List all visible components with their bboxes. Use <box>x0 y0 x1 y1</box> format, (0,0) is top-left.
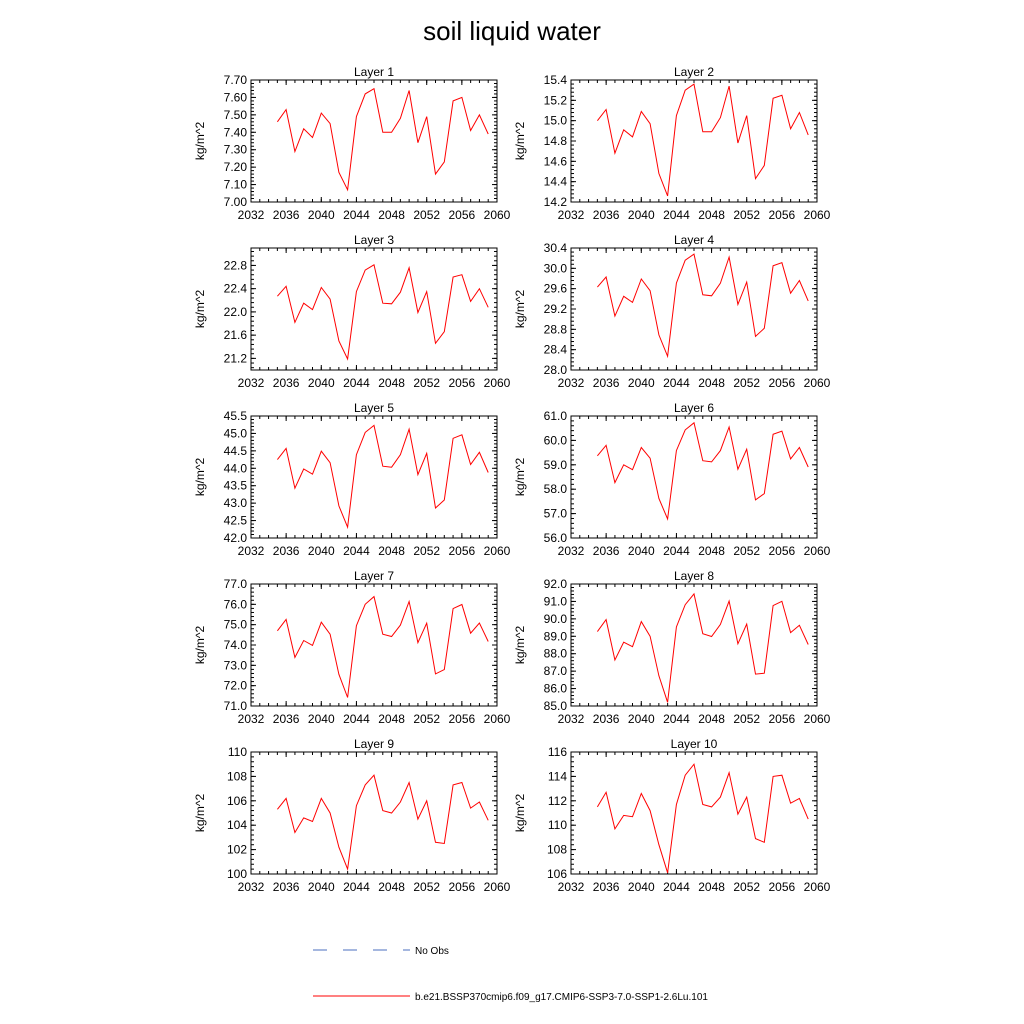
y-tick-label: 28.8 <box>543 322 567 337</box>
x-tick-label: 2040 <box>627 544 655 558</box>
y-tick-label: 86.0 <box>543 681 567 696</box>
panel-layer-3 <box>193 233 511 390</box>
y-tick-label: 7.20 <box>223 160 247 175</box>
x-tick-label: 2052 <box>413 880 441 894</box>
y-tick-label: 61.0 <box>543 409 567 423</box>
x-tick-label: 2060 <box>483 208 511 222</box>
x-tick-label: 2036 <box>592 712 620 726</box>
x-tick-label: 2056 <box>768 880 796 894</box>
y-tick-label: 21.6 <box>223 328 247 343</box>
y-tick-label: 108 <box>546 842 567 857</box>
panel-title: Layer 10 <box>670 737 718 751</box>
x-tick-label: 2048 <box>698 208 725 222</box>
x-tick-label: 2048 <box>378 208 405 222</box>
y-tick-label: 45.0 <box>223 426 247 441</box>
panel-title: Layer 7 <box>353 569 395 583</box>
x-tick-label: 2036 <box>272 712 300 726</box>
x-tick-label: 2052 <box>733 544 761 558</box>
x-tick-label: 2048 <box>698 544 725 558</box>
y-tick-label: 56.0 <box>543 531 567 545</box>
y-axis-label: kg/m^2 <box>193 625 207 665</box>
y-tick-label: 14.2 <box>543 195 567 209</box>
y-tick-label: 85.0 <box>543 699 567 713</box>
x-tick-label: 2032 <box>557 712 585 726</box>
x-tick-label: 2060 <box>803 712 831 726</box>
y-tick-label: 104 <box>226 818 247 833</box>
x-tick-label: 2032 <box>237 208 265 222</box>
y-tick-label: 106 <box>546 867 567 881</box>
panel-layer-8 <box>513 569 831 726</box>
series-line <box>597 764 808 873</box>
panel-title: Layer 6 <box>673 401 715 415</box>
series-line <box>277 425 488 527</box>
series-line <box>277 597 488 698</box>
x-tick-label: 2044 <box>343 544 370 558</box>
x-tick-label: 2040 <box>307 376 335 390</box>
x-tick-label: 2060 <box>483 544 511 558</box>
plot-frame <box>571 80 817 202</box>
y-axis-label: kg/m^2 <box>513 625 527 665</box>
x-tick-label: 2052 <box>413 544 441 558</box>
chart-title: soil liquid water <box>423 16 601 46</box>
y-tick-label: 14.8 <box>543 134 567 148</box>
y-tick-label: 7.40 <box>223 125 247 140</box>
y-tick-label: 43.0 <box>223 496 247 511</box>
y-tick-label: 14.6 <box>543 154 567 169</box>
x-tick-label: 2044 <box>663 208 690 222</box>
x-tick-label: 2032 <box>237 376 265 390</box>
x-tick-label: 2060 <box>803 208 831 222</box>
y-tick-label: 108 <box>226 769 247 784</box>
x-tick-label: 2044 <box>343 712 370 726</box>
y-tick-label: 7.60 <box>223 90 247 105</box>
x-tick-label: 2060 <box>483 376 511 390</box>
y-tick-label: 73.0 <box>223 658 247 673</box>
y-tick-label: 87.0 <box>543 664 567 679</box>
panel-layer-1 <box>193 65 511 222</box>
legend-label-no-obs: No Obs <box>415 946 449 957</box>
x-tick-label: 2032 <box>557 880 585 894</box>
x-tick-label: 2044 <box>663 544 690 558</box>
x-tick-label: 2036 <box>592 544 620 558</box>
y-tick-label: 58.0 <box>543 482 567 497</box>
x-tick-label: 2052 <box>733 208 761 222</box>
x-tick-label: 2032 <box>237 712 265 726</box>
x-tick-label: 2060 <box>803 544 831 558</box>
y-tick-label: 102 <box>226 842 247 857</box>
x-tick-label: 2040 <box>307 544 335 558</box>
x-tick-label: 2044 <box>663 712 690 726</box>
x-tick-label: 2040 <box>307 208 335 222</box>
y-tick-label: 91.0 <box>543 594 567 609</box>
x-tick-label: 2040 <box>627 880 655 894</box>
y-axis-label: kg/m^2 <box>193 457 207 497</box>
panel-title: Layer 2 <box>673 65 715 79</box>
y-tick-label: 22.0 <box>223 304 247 319</box>
series-line <box>597 254 808 356</box>
y-axis-label: kg/m^2 <box>513 289 527 329</box>
x-tick-label: 2052 <box>413 376 441 390</box>
y-tick-label: 22.4 <box>223 281 247 296</box>
panel-layer-4 <box>513 233 831 390</box>
plot-frame <box>251 416 497 538</box>
y-tick-label: 28.4 <box>543 342 567 357</box>
x-tick-label: 2036 <box>272 376 300 390</box>
x-tick-label: 2056 <box>448 376 476 390</box>
x-tick-label: 2060 <box>483 880 511 894</box>
y-tick-label: 60.0 <box>543 433 567 448</box>
panel-layer-6 <box>513 401 831 558</box>
y-axis-label: kg/m^2 <box>193 121 207 161</box>
y-tick-label: 74.0 <box>223 638 247 652</box>
x-tick-label: 2036 <box>272 208 300 222</box>
x-tick-label: 2044 <box>663 880 690 894</box>
plot-frame <box>251 752 497 874</box>
x-tick-label: 2032 <box>557 544 585 558</box>
x-tick-label: 2036 <box>272 880 300 894</box>
panel-title: Layer 4 <box>673 233 715 247</box>
y-axis-label: kg/m^2 <box>513 793 527 833</box>
x-tick-label: 2048 <box>378 712 405 726</box>
plot-frame <box>571 248 817 370</box>
x-tick-label: 2056 <box>448 208 476 222</box>
series-line <box>277 775 488 869</box>
series-line <box>277 265 488 359</box>
x-tick-label: 2032 <box>557 376 585 390</box>
x-tick-label: 2036 <box>592 880 620 894</box>
x-tick-label: 2048 <box>378 376 405 390</box>
y-tick-label: 15.4 <box>543 73 567 87</box>
y-tick-label: 110 <box>547 818 567 833</box>
y-tick-label: 42.5 <box>223 513 247 528</box>
legend <box>313 946 708 1003</box>
x-tick-label: 2040 <box>307 712 335 726</box>
x-tick-label: 2048 <box>698 712 725 726</box>
y-tick-label: 28.0 <box>543 363 567 377</box>
x-tick-label: 2044 <box>343 208 370 222</box>
y-tick-label: 7.00 <box>223 195 247 209</box>
x-tick-label: 2048 <box>378 544 405 558</box>
x-tick-label: 2056 <box>448 712 476 726</box>
series-line <box>277 89 488 190</box>
x-tick-label: 2052 <box>413 712 441 726</box>
y-tick-label: 114 <box>547 769 567 784</box>
x-tick-label: 2044 <box>663 376 690 390</box>
plot-frame <box>571 752 817 874</box>
legend-label-model: b.e21.BSSP370cmip6.f09_g17.CMIP6-SSP3-7.0-SSP1-2.6Lu.101 <box>415 992 708 1003</box>
y-tick-label: 43.5 <box>223 478 247 493</box>
y-tick-label: 42.0 <box>223 531 247 545</box>
x-tick-label: 2032 <box>237 880 265 894</box>
x-tick-label: 2036 <box>272 544 300 558</box>
y-tick-label: 106 <box>226 793 247 808</box>
x-tick-label: 2040 <box>627 376 655 390</box>
x-tick-label: 2032 <box>557 208 585 222</box>
y-axis-label: kg/m^2 <box>513 457 527 497</box>
x-tick-label: 2044 <box>343 880 370 894</box>
x-tick-label: 2048 <box>698 880 725 894</box>
x-tick-label: 2056 <box>768 208 796 222</box>
y-tick-label: 15.0 <box>543 113 567 128</box>
panel-layer-2 <box>513 65 831 222</box>
x-tick-label: 2052 <box>733 376 761 390</box>
y-tick-label: 30.4 <box>543 241 567 255</box>
panels-group <box>193 65 831 894</box>
y-axis-label: kg/m^2 <box>193 289 207 329</box>
y-axis-label: kg/m^2 <box>193 793 207 833</box>
x-tick-label: 2060 <box>483 712 511 726</box>
x-tick-label: 2052 <box>413 208 441 222</box>
series-line <box>597 84 808 196</box>
panel-title: Layer 8 <box>673 569 715 583</box>
x-tick-label: 2048 <box>698 376 725 390</box>
y-tick-label: 90.0 <box>543 611 567 626</box>
y-tick-label: 72.0 <box>223 678 247 693</box>
y-tick-label: 110 <box>227 745 247 759</box>
y-tick-label: 116 <box>547 745 567 759</box>
x-tick-label: 2040 <box>627 208 655 222</box>
panel-layer-5 <box>193 401 511 558</box>
x-tick-label: 2048 <box>378 880 405 894</box>
plot-frame <box>251 584 497 706</box>
y-axis-label: kg/m^2 <box>513 121 527 161</box>
y-tick-label: 44.5 <box>223 443 247 458</box>
y-tick-label: 45.5 <box>223 409 247 423</box>
y-tick-label: 100 <box>226 867 247 881</box>
y-tick-label: 14.4 <box>543 174 567 189</box>
x-tick-label: 2044 <box>343 376 370 390</box>
y-tick-label: 29.2 <box>543 302 567 316</box>
y-tick-label: 30.0 <box>543 261 567 276</box>
x-tick-label: 2032 <box>237 544 265 558</box>
x-tick-label: 2036 <box>592 208 620 222</box>
y-tick-label: 7.10 <box>223 177 247 192</box>
plot-frame <box>571 416 817 538</box>
y-tick-label: 75.0 <box>223 617 247 632</box>
y-tick-label: 44.0 <box>223 461 247 476</box>
x-tick-label: 2056 <box>448 880 476 894</box>
series-line <box>597 423 808 519</box>
y-tick-label: 89.0 <box>543 629 567 644</box>
y-tick-label: 92.0 <box>543 577 567 591</box>
panel-title: Layer 3 <box>353 233 395 247</box>
x-tick-label: 2040 <box>627 712 655 726</box>
y-tick-label: 57.0 <box>543 506 567 521</box>
x-tick-label: 2056 <box>768 544 796 558</box>
y-tick-label: 29.6 <box>543 281 567 296</box>
panel-title: Layer 9 <box>353 737 395 751</box>
y-tick-label: 112 <box>547 793 567 808</box>
panel-title: Layer 1 <box>353 65 395 79</box>
x-tick-label: 2056 <box>768 376 796 390</box>
y-tick-label: 71.0 <box>223 699 247 713</box>
y-tick-label: 7.30 <box>223 142 247 157</box>
x-tick-label: 2052 <box>733 712 761 726</box>
x-tick-label: 2060 <box>803 376 831 390</box>
y-tick-label: 15.2 <box>543 93 567 108</box>
x-tick-label: 2056 <box>448 544 476 558</box>
x-tick-label: 2060 <box>803 880 831 894</box>
x-tick-label: 2040 <box>307 880 335 894</box>
panel-layer-10 <box>513 737 831 894</box>
y-tick-label: 59.0 <box>543 457 567 472</box>
x-tick-label: 2036 <box>592 376 620 390</box>
y-tick-label: 21.2 <box>223 351 247 366</box>
panel-layer-7 <box>193 569 511 726</box>
x-tick-label: 2052 <box>733 880 761 894</box>
y-tick-label: 76.0 <box>223 597 247 612</box>
y-tick-label: 7.50 <box>223 107 247 122</box>
y-tick-label: 7.70 <box>223 73 247 87</box>
y-tick-label: 77.0 <box>223 577 247 591</box>
y-tick-label: 22.8 <box>223 258 247 273</box>
series-line <box>597 594 808 702</box>
panel-layer-9 <box>193 737 511 894</box>
y-tick-label: 88.0 <box>543 646 567 661</box>
panel-title: Layer 5 <box>353 401 395 415</box>
x-tick-label: 2056 <box>768 712 796 726</box>
